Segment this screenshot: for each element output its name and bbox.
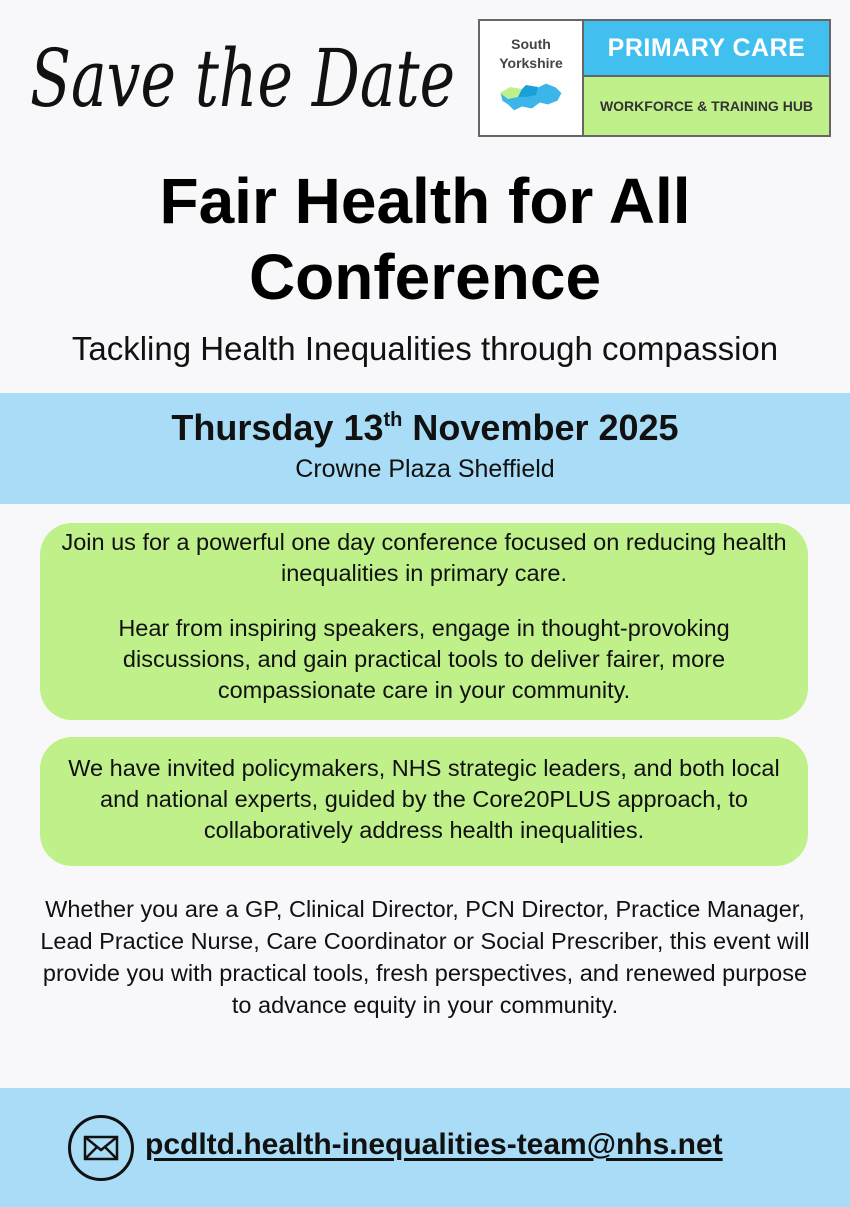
- title-line-1: Fair Health for All: [159, 165, 691, 237]
- intro-paragraph-1: Join us for a powerful one day conference focused on reducing health inequalities in primary care.: [61, 529, 787, 586]
- date-day: Thursday 13: [171, 407, 384, 448]
- logo-region-line2: Yorkshire: [499, 55, 563, 71]
- logo-region-line1: South: [511, 36, 551, 52]
- title-line-2: Conference: [248, 241, 602, 313]
- contact-band: [0, 1088, 850, 1207]
- audience-paragraph: Whether you are a GP, Clinical Director, PCN Director, Practice Manager, Lead Practice Nurse, Care Coordinator or Social Prescriber, this event will provide you with practical tools, fresh perspectives, and renewed purpose to advance equity in your community.: [40, 896, 810, 1018]
- logo-training-hub: WORKFORCE & TRAINING HUB: [584, 77, 829, 135]
- intro-panel: [40, 523, 808, 720]
- invited-paragraph: We have invited policymakers, NHS strategic leaders, and both local and national experts, guided by the Core20PLUS approach, to collaboratively address health inequalities.: [68, 755, 780, 843]
- hub-logo: [478, 19, 831, 137]
- contact-email-link[interactable]: pcdltd.health-inequalities-team@nhs.net: [145, 1128, 723, 1161]
- page-title: [0, 163, 850, 315]
- south-yorkshire-map-icon: [496, 81, 566, 113]
- logo-primary-care: PRIMARY CARE: [584, 21, 829, 77]
- save-the-date-text: Save the Date: [30, 32, 455, 125]
- envelope-icon: [68, 1115, 134, 1181]
- save-the-date-heading: [28, 30, 458, 130]
- event-date: [0, 407, 850, 449]
- logo-title-block: [584, 21, 829, 135]
- event-venue: Crowne Plaza Sheffield: [295, 455, 555, 483]
- date-band: [0, 393, 850, 504]
- page-subtitle: Tackling Health Inequalities through compassion: [71, 330, 779, 367]
- logo-region-block: [480, 21, 584, 135]
- date-rest: November 2025: [402, 407, 679, 448]
- intro-paragraph-2: Hear from inspiring speakers, engage in thought-provoking discussions, and gain practical tools to deliver fairer, more compassionate care in your community.: [118, 615, 730, 703]
- date-suffix: th: [383, 409, 403, 431]
- invited-panel: [40, 737, 808, 866]
